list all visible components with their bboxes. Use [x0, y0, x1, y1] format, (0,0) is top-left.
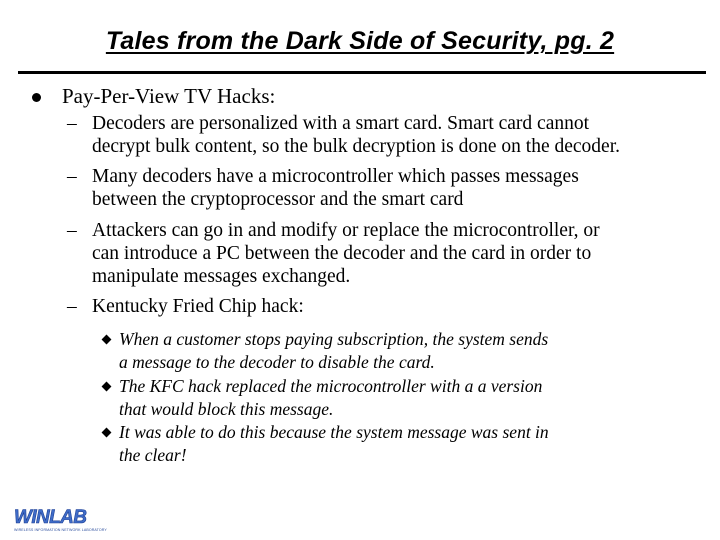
- sub-item-line: the clear!: [119, 445, 187, 465]
- title-divider: [18, 71, 706, 74]
- bullet-dot-icon: [32, 93, 41, 102]
- sub-item: [100, 328, 700, 374]
- dash-item-line: Attackers can go in and modify or replace the microcontroller, or: [92, 220, 600, 241]
- diamond-bullet-icon: [102, 428, 112, 438]
- main-bullet-text: Pay-Per-View TV Hacks:: [62, 84, 276, 108]
- dash-item-line: Many decoders have a microcontroller which passes messages: [92, 166, 579, 187]
- dash-item-line: manipulate messages exchanged.: [92, 266, 351, 287]
- dash-icon: –: [67, 296, 77, 317]
- logo-wordmark: WINLAB: [14, 507, 87, 528]
- dash-item-line: can introduce a PC between the decoder and the card in order to: [92, 243, 592, 264]
- sub-item-line: a message to the decoder to disable the card.: [119, 352, 435, 372]
- logo-subtext: WIRELESS INFORMATION NETWORK LABORATORY: [14, 528, 107, 532]
- dash-item: [67, 112, 697, 158]
- winlab-logo: [14, 508, 118, 536]
- dash-icon: –: [67, 166, 77, 187]
- slide-title: Tales from the Dark Side of Security, pg. 2: [105, 27, 615, 55]
- dash-item: [67, 165, 697, 211]
- dash-icon: –: [67, 220, 77, 241]
- diamond-bullet-icon: [102, 335, 112, 345]
- dash-item: [67, 219, 697, 288]
- sub-item-line: When a customer stops paying subscription, the system sends: [119, 329, 549, 349]
- dash-item-line: Kentucky Fried Chip hack:: [92, 296, 304, 317]
- sub-item: [100, 421, 700, 467]
- sub-item-line: It was able to do this because the system message was sent in: [119, 422, 549, 442]
- dash-icon: –: [67, 113, 77, 134]
- dash-item: [67, 295, 697, 318]
- sub-item-line: The KFC hack replaced the microcontroller with a a version: [119, 376, 543, 396]
- sub-item: [100, 375, 700, 421]
- dash-item-line: decrypt bulk content, so the bulk decryption is done on the decoder.: [92, 136, 620, 157]
- diamond-bullet-icon: [102, 382, 112, 392]
- dash-item-line: between the cryptoprocessor and the smart card: [92, 189, 464, 210]
- dash-item-line: Decoders are personalized with a smart card. Smart card cannot: [92, 113, 590, 134]
- sub-item-line: that would block this message.: [119, 399, 334, 419]
